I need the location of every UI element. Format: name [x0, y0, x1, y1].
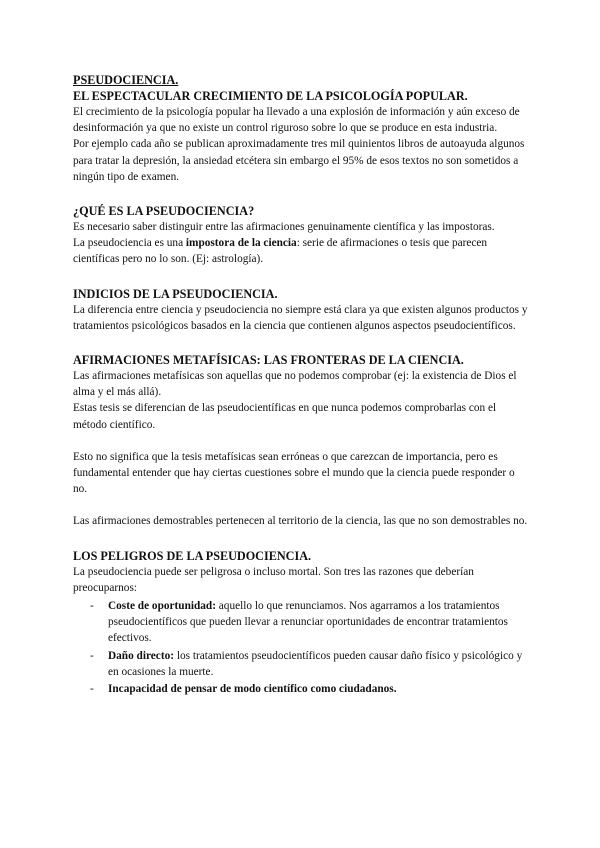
section-heading-afirmaciones: AFIRMACIONES METAFÍSICAS: LAS FRONTERAS DE LA CIENCIA. — [73, 353, 464, 368]
dangers-list — [73, 598, 531, 697]
list-bullet: - — [90, 683, 94, 696]
paragraph: La diferencia entre ciencia y pseudociencia no siempre está clara ya que existen algunos productos y tratamientos psicológicos basados en la ciencia que contienen algunos aspectos pseudocientíficos. — [73, 303, 528, 332]
list-bullet: - — [90, 649, 94, 662]
paragraph: Por ejemplo cada año se publican aproximadamente tres mil quinientos libros de autoayuda algunos para tratar la depresión, la ansiedad etcétera sin embargo el 95% de esos textos no son sometidos a ningún tipo de examen. — [73, 138, 525, 183]
list-bullet: - — [90, 600, 94, 613]
section-heading-indicios: INDICIOS DE LA PSEUDOCIENCIA. — [73, 286, 278, 301]
list-item — [73, 598, 531, 647]
list-item-term: Coste de oportunidad: — [108, 600, 216, 613]
paragraph: Las afirmaciones metafísicas son aquellas que no podemos comprobar (ej: la existencia de Dios el alma y el más allá). — [73, 370, 517, 399]
paragraph — [73, 235, 531, 267]
document-content — [73, 72, 531, 698]
paragraph-text: La pseudociencia es una — [73, 237, 186, 250]
list-item-text: aquello lo que renunciamos. Nos agarramos a los tratamientos pseudocientíficos que pueden llevar a renunciar oportunidades de encontrar tratamientos efectivos. — [108, 600, 508, 645]
section-heading-peligros: LOS PELIGROS DE LA PSEUDOCIENCIA. — [73, 548, 312, 563]
paragraph: Las afirmaciones demostrables pertenecen al territorio de la ciencia, las que no son demostrables no. — [73, 515, 528, 528]
list-item — [73, 648, 531, 680]
bold-term: impostora de la ciencia — [185, 237, 297, 250]
list-item-term: Incapacidad de pensar de modo científico como ciudadanos. — [108, 683, 397, 696]
list-item-text: los tratamientos pseudocientíficos pueden causar daño físico y psicológico y en ocasiones la muerte. — [108, 649, 523, 678]
section-heading-que-es: ¿QUÉ ES LA PSEUDOCIENCIA? — [73, 204, 255, 219]
paragraph: Esto no significa que la tesis metafísicas sean erróneas o que carezcan de importancia, pero es fundamental entender que hay ciertas cuestiones sobre el mundo que la ciencia puede responder o no. — [73, 450, 515, 496]
paragraph: El crecimiento de la psicología popular ha llevado a una explosión de información y aún exceso de desinformación ya que no existe un control riguroso sobre lo que se produce en esta industria. — [73, 106, 520, 135]
paragraph: Es necesario saber distinguir entre las afirmaciones genuinamente científica y las impostoras. — [73, 221, 495, 234]
list-item-term: Daño directo: — [108, 649, 174, 662]
paragraph: La pseudociencia puede ser peligrosa o incluso mortal. Son tres las razones que deberían preocuparnos: — [73, 565, 474, 594]
paragraph: Estas tesis se diferencian de las pseudocientíficas en que nunca podemos comprobarlas con el método científico. — [73, 402, 497, 431]
document-title: PSEUDOCIENCIA. — [73, 73, 179, 87]
paragraph-text: : serie de afirmaciones o tesis que parecen científicas pero no lo son. (Ej: astrología). — [73, 237, 488, 266]
section-heading-crecimiento: EL ESPECTACULAR CRECIMIENTO DE LA PSICOLOGÍA POPULAR. — [73, 89, 468, 103]
list-item — [73, 681, 531, 697]
